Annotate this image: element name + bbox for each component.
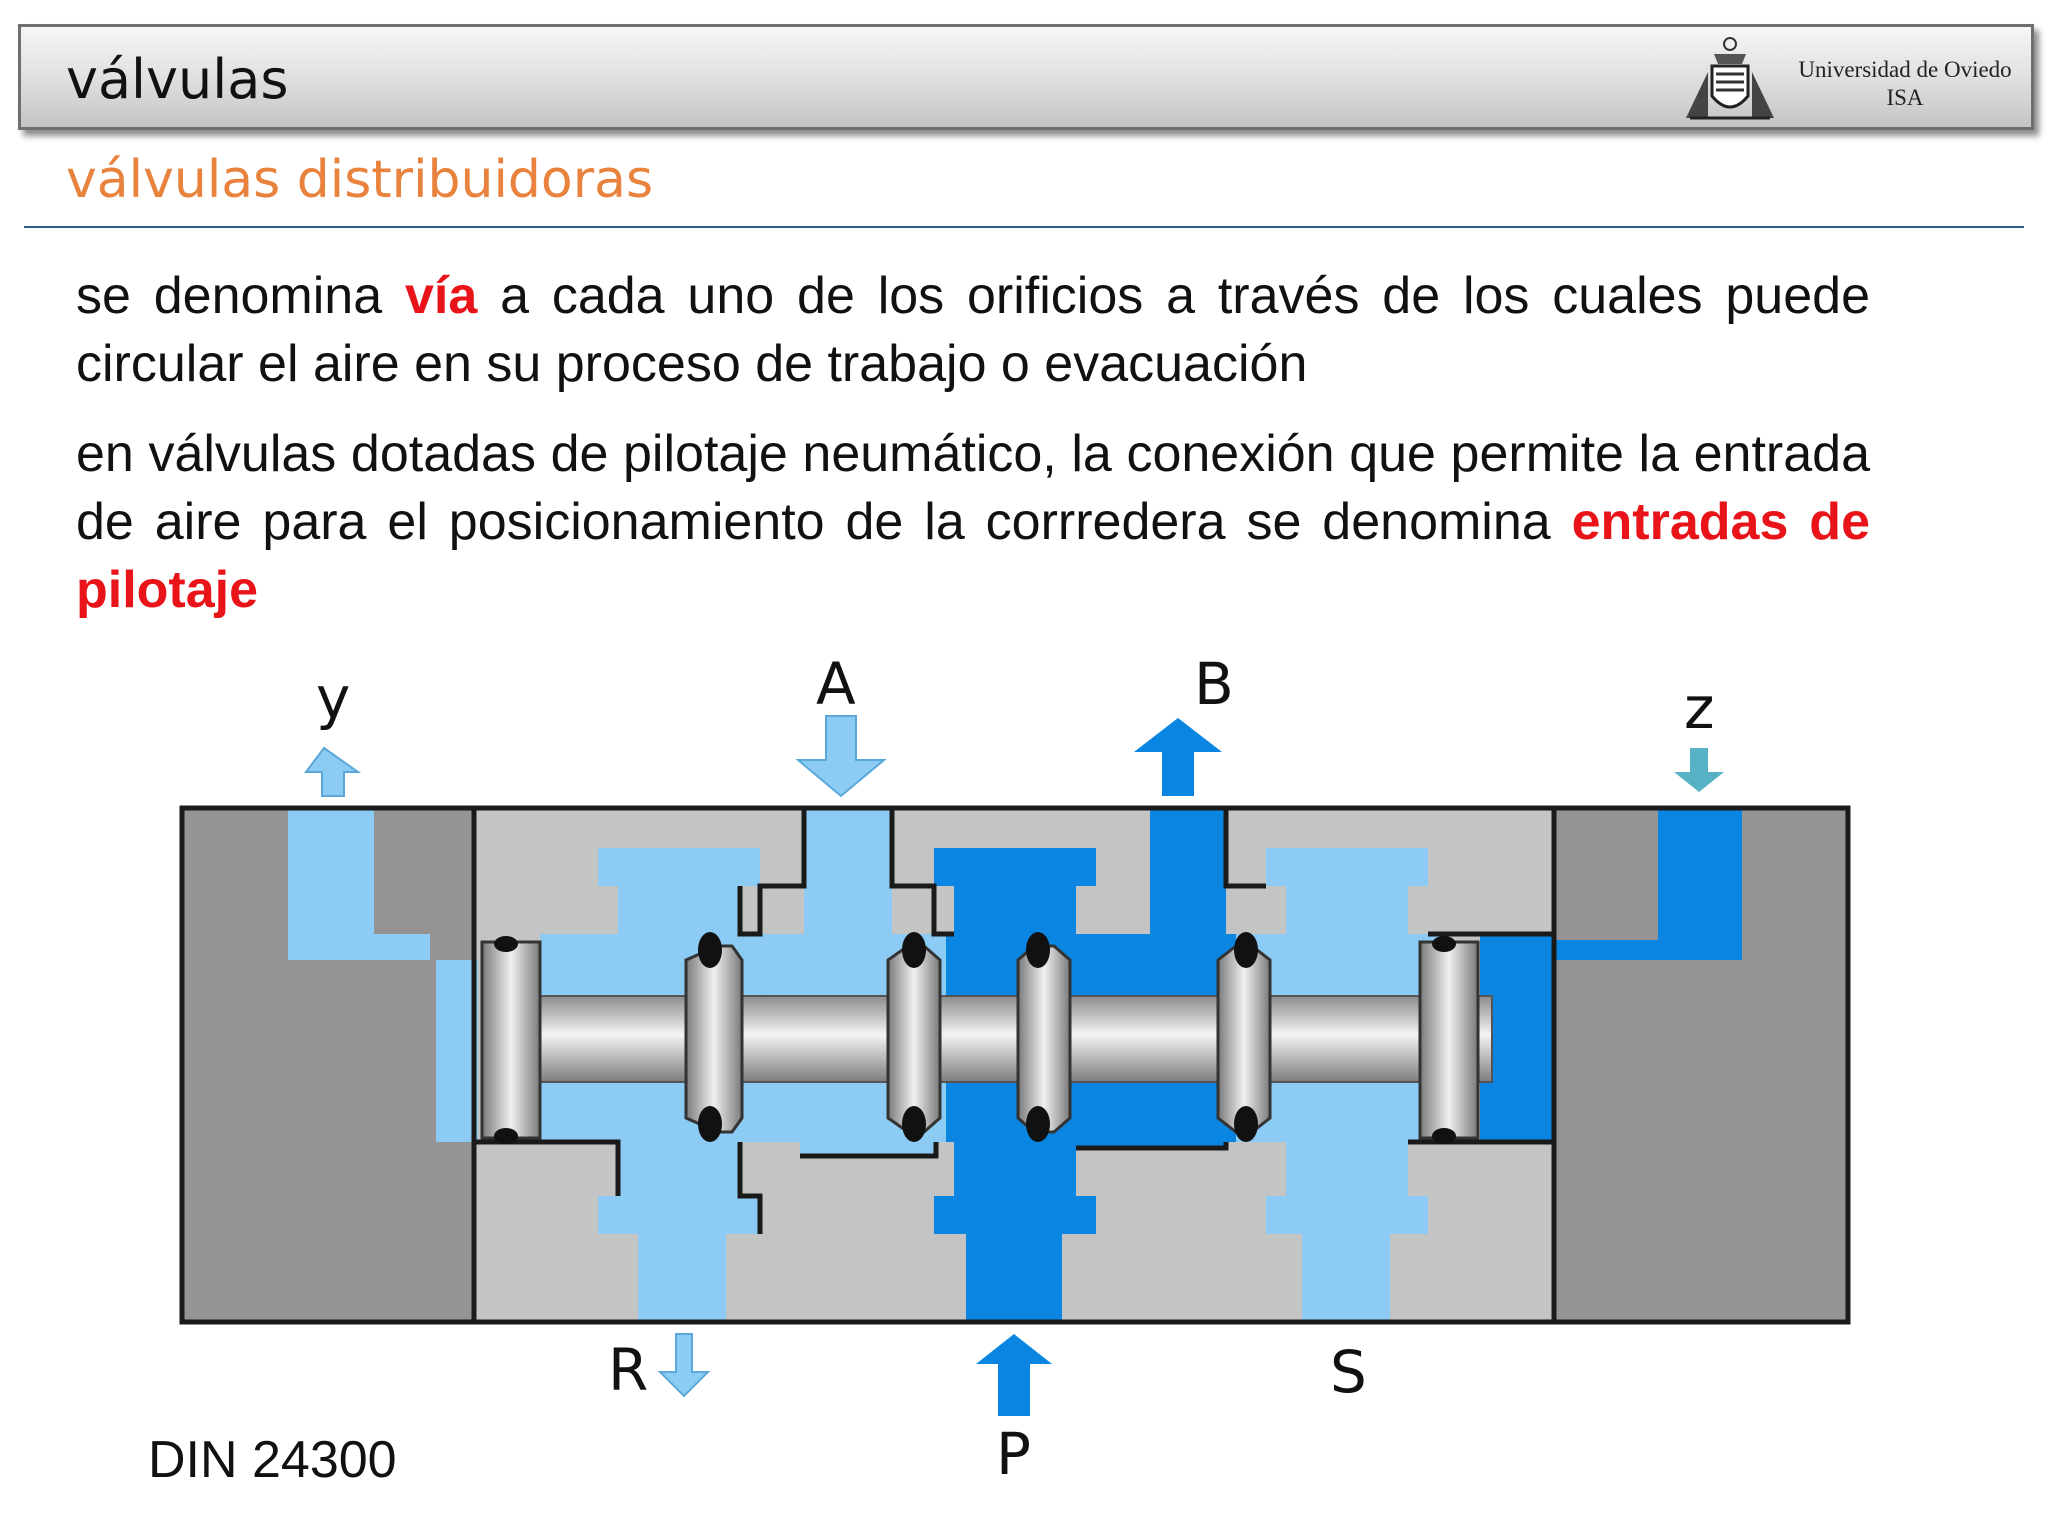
port-label-P: P <box>996 1420 1031 1488</box>
spool-land-2 <box>888 932 940 1142</box>
arrow-up-y-icon <box>306 748 358 796</box>
spool-land-3 <box>1018 932 1070 1142</box>
port-P-channel <box>966 1234 1062 1322</box>
port-label-z: z <box>1684 674 1715 742</box>
port-label-S: S <box>1330 1338 1367 1406</box>
slide-title: válvulas <box>66 48 289 111</box>
institution-line-2: ISA <box>1886 85 1924 110</box>
spool-end-right <box>1420 936 1478 1144</box>
spool-land-1 <box>686 932 742 1142</box>
section-subtitle: válvulas distribuidoras <box>66 150 654 210</box>
din-standard-label: DIN 24300 <box>148 1431 397 1489</box>
term-entradas-de-pilotaje: entradas de pilotaje <box>76 493 1870 619</box>
spool-end-left <box>482 936 540 1144</box>
port-label-A: A <box>816 650 856 718</box>
arrow-down-R-icon <box>660 1334 708 1396</box>
paragraph-via-after: a cada uno de los orificios a través de los cuales puede circular el aire en su proceso de trabajo o evacuación <box>76 267 1870 393</box>
arrow-down-A-icon <box>798 716 884 796</box>
paragraph-via-before: se denomina <box>76 267 405 325</box>
spool-shaft <box>492 996 1492 1082</box>
port-label-y: y <box>316 664 351 732</box>
port-R-channel <box>638 1234 726 1322</box>
port-label-B: B <box>1194 650 1234 718</box>
arrow-down-z-icon <box>1674 748 1724 792</box>
institution-line-1: Universidad de Oviedo <box>1798 57 2012 82</box>
arrow-up-P-icon <box>976 1334 1052 1416</box>
port-S-channel <box>1302 1234 1390 1322</box>
term-via: vía <box>404 267 478 325</box>
spool-land-4 <box>1218 932 1270 1142</box>
port-label-R: R <box>608 1336 649 1404</box>
paragraph-pilotaje-before: en válvulas dotadas de pilotaje neumático, la conexión que permite la entrada de aire para el posicionamiento de la corrredera se denomina <box>76 425 1870 551</box>
arrow-up-B-icon <box>1134 718 1222 796</box>
